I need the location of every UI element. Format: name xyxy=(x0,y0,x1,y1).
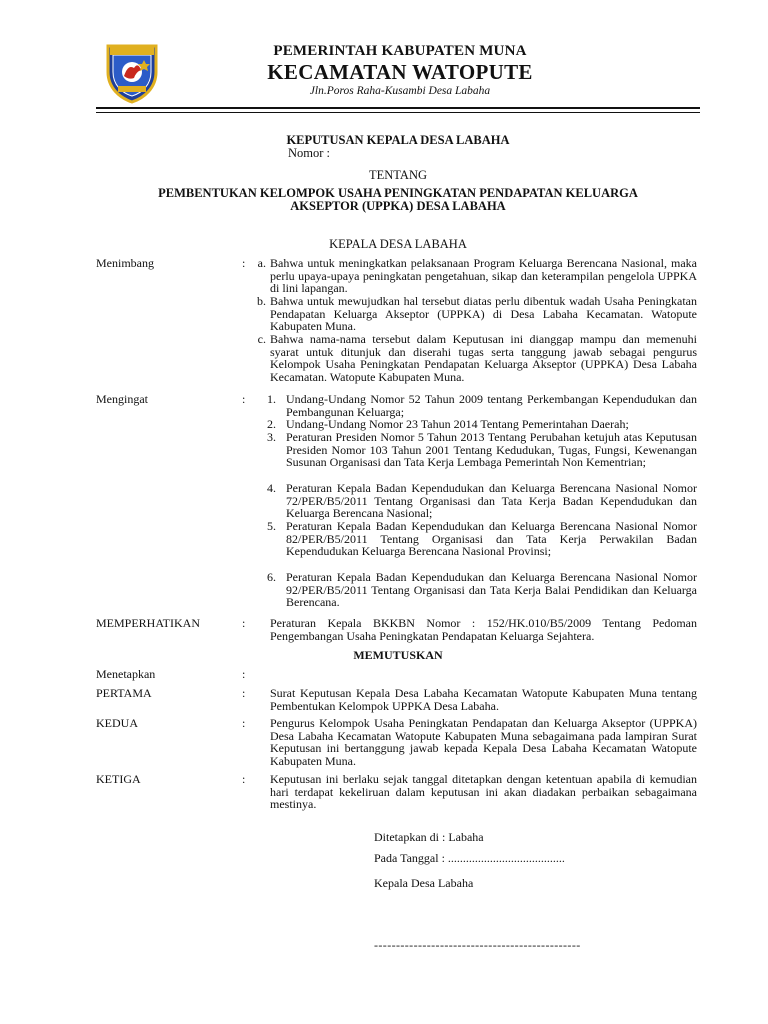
decree-tentang: TENTANG xyxy=(368,168,427,182)
pertama-text: Surat Keputusan Kepala Desa Labaha Kecamatan Watopute Kabupaten Muna tentang Pembentukan Kelompok UPPKA Desa Labaha. xyxy=(270,686,697,713)
signature-date: Pada Tanggal : ....................................... xyxy=(374,851,565,865)
mengingat-item-3: Peraturan Presiden Nomor 5 Tahun 2013 Tentang Perubahan ketujuh atas Keputusan Presiden Nomor 103 Tahun 2001 Tentang Kedudukan, Tugas, Fungsi, Kewenangan Susunan Organisasi dan Tata Kerja Lembaga Pemerintah Non Kementrian; xyxy=(286,430,697,470)
regency-logo-icon xyxy=(104,42,160,104)
menimbang-label: Menimbang xyxy=(96,256,154,270)
memutuskan-heading: MEMUTUSKAN xyxy=(353,648,443,662)
mengingat-marker-1: 1. xyxy=(267,392,276,406)
menimbang-item-b: Bahwa untuk mewujudkan hal tersebut diatas perlu dibentuk wadah Usaha Peningkatan Pendapatan Keluarga Akseptor (UPPKA) di Desa Labaha Kecamatan. Watopute Kabupaten Muna. xyxy=(270,294,697,334)
letterhead-address: Jln.Poros Raha-Kusambi Desa Labaha xyxy=(309,85,491,97)
letterhead-district: KECAMATAN WATOPUTE xyxy=(267,60,533,84)
decree-title: KEPUTUSAN KEPALA DESA LABAHA xyxy=(286,133,510,147)
memperhatikan-colon: : xyxy=(242,616,246,630)
mengingat-marker-5: 5. xyxy=(267,519,276,533)
menimbang-item-c: Bahwa nama-nama tersebut dalam Keputusan ini dianggap mampu dan memenuhi syarat untuk ditunjuk dan diserahi tugas serta tanggung jawab sebagai pengurus Kelompok Usaha Peningkatan Pendapatan Keluarga Akseptor (UPPKA) Desa Labaha Kecamatan. Watopute Kabupaten Muna. xyxy=(270,332,697,384)
mengingat-marker-6: 6. xyxy=(267,570,276,584)
decree-issuer: KEPALA DESA LABAHA xyxy=(329,237,467,251)
kedua-label: KEDUA xyxy=(96,716,138,730)
mengingat-item-4: Peraturan Kepala Badan Kependudukan dan Keluarga Berencana Nasional Nomor 72/PER/B5/2011 Tentang Organisasi dan Tata Kerja Badan Kependudukan dan Keluarga Berencana Nasional; xyxy=(286,481,697,521)
decree-number: Nomor : xyxy=(288,146,331,160)
signature-place: Ditetapkan di : Labaha xyxy=(374,830,484,844)
mengingat-marker-4: 4. xyxy=(267,481,276,495)
kedua-colon: : xyxy=(242,716,246,730)
mengingat-item-2: Undang-Undang Nomor 23 Tahun 2014 Tentang Pemerintahan Daerah; xyxy=(286,417,629,431)
menetapkan-colon: : xyxy=(242,667,246,681)
kedua-text: Pengurus Kelompok Usaha Peningkatan Pendapatan dan Keluarga Akseptor (UPPKA) Desa Labaha Kecamatan Watopute Kabupaten Muna sebagaimana pada lampiran Surat Keputusan ini bertanggung jawab kepada Kepala Desa Labaha Kecamatan Watopute Kabupaten Muna. xyxy=(270,716,697,768)
mengingat-marker-3: 3. xyxy=(267,430,276,444)
pertama-colon: : xyxy=(242,686,246,700)
menetapkan-label: Menetapkan xyxy=(96,667,156,681)
mengingat-item-6: Peraturan Kepala Badan Kependudukan dan Keluarga Berencana Nasional Nomor 92/PER/B5/2011 Tentang Organisasi dan Tata Kerja Balai Pendidikan dan Keluarga Berencana. xyxy=(286,570,697,610)
ketiga-label: KETIGA xyxy=(96,772,141,786)
decree-subject-line2: AKSEPTOR (UPPKA) DESA LABAHA xyxy=(290,199,506,213)
ketiga-text: Keputusan ini berlaku sejak tanggal ditetapkan dengan ketentuan apabila di kemudian hari terdapat kekeliruan dalam keputusan ini akan diadakan perbaikan sebagaimana mestinya. xyxy=(270,772,697,812)
mengingat-item-1: Undang-Undang Nomor 52 Tahun 2009 tentang Perkembangan Kependudukan dan Pembangunan Keluarga; xyxy=(286,392,697,419)
menimbang-colon: : xyxy=(242,256,246,270)
menimbang-item-a: Bahwa untuk meningkatkan pelaksanaan Program Keluarga Berencana Nasional, maka perlu upaya-upaya peningkatan pengetahuan, sikap dan keterampilan pengelola UPPKA di lini lapangan. xyxy=(270,256,697,296)
pertama-label: PERTAMA xyxy=(96,686,152,700)
mengingat-marker-2: 2. xyxy=(267,417,276,431)
mengingat-colon: : xyxy=(242,392,246,406)
decree-subject-line1: PEMBENTUKAN KELOMPOK USAHA PENINGKATAN PENDAPATAN KELUARGA xyxy=(158,186,638,200)
letterhead-thick-rule xyxy=(96,107,700,109)
ketiga-colon: : xyxy=(242,772,246,786)
signature-line: ----------------------------------------------- xyxy=(374,938,581,952)
memperhatikan-label: MEMPERHATIKAN xyxy=(96,616,201,630)
signature-position: Kepala Desa Labaha xyxy=(374,876,474,890)
mengingat-item-5: Peraturan Kepala Badan Kependudukan dan Keluarga Berencana Nasional Nomor 82/PER/B5/2011 Tentang Organisasi dan Tata Kerja Perwakilan Badan Kependudukan Keluarga Berencana Nasional Provinsi; xyxy=(286,519,697,559)
menimbang-marker-a: a. xyxy=(257,256,266,270)
letterhead-government: PEMERINTAH KABUPATEN MUNA xyxy=(273,43,527,59)
menimbang-marker-c: c. xyxy=(257,332,266,346)
letterhead-thin-rule xyxy=(96,112,700,113)
memperhatikan-text: Peraturan Kepala BKKBN Nomor : 152/HK.010/B5/2009 Tentang Pedoman Pengembangan Usaha Peningkatan Pendapatan Keluarga Sejahtera. xyxy=(270,616,697,643)
menimbang-marker-b: b. xyxy=(257,294,266,308)
mengingat-label: Mengingat xyxy=(96,392,148,406)
